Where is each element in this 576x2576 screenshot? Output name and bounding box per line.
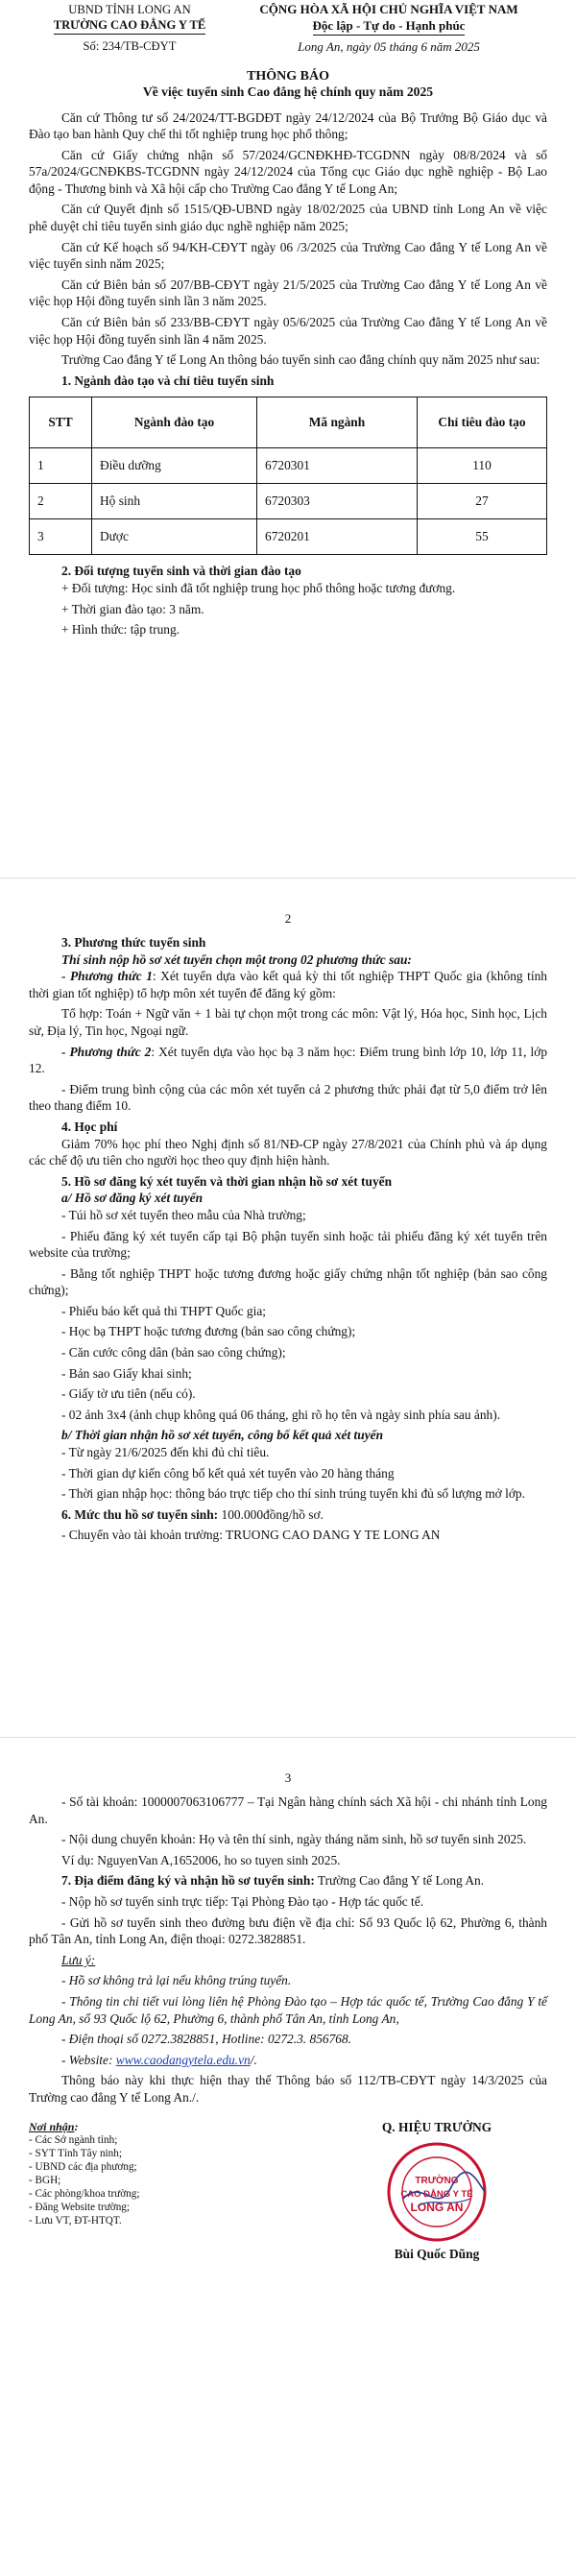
intro-text: Trường Cao đẳng Y tế Long An thông báo tuyển sinh cao đẳng chính quy năm 2025 như sau: bbox=[61, 352, 540, 368]
note-item: - Thông tin chi tiết vui lòng liên hệ Phòng Đào tạo – Hợp tác quốc tế, Trường Cao đẳng Y tế Long An, số 93 Quốc lộ 62, Phường 6, thành phố Tân An, tỉnh Long An, bbox=[29, 1993, 547, 2026]
issuer-name: TRƯỜNG CAO ĐẲNG Y TẾ bbox=[54, 17, 206, 35]
col-quota: Chỉ tiêu đào tạo bbox=[418, 397, 547, 448]
page-number: 2 bbox=[284, 911, 292, 926]
dossier-item: - Học bạ THPT hoặc tương đương (bản sao công chứng); bbox=[61, 1324, 356, 1339]
national-motto: Độc lập - Tự do - Hạnh phúc bbox=[313, 18, 466, 36]
basis-2: Căn cứ Giấy chứng nhận số 57/2024/GCNĐKHĐ-TCGDNN ngày 08/8/2024 và số 57a/2024/GCNĐKBS-TCGDNN ngày 24/12/2024 của Tổng cục Giáo dục nghề nghiệp - Bộ Lao động - Thương binh và Xã hội cấp cho Trường Cao đẳng Y tế Long An; bbox=[29, 147, 547, 196]
website-tail: /. bbox=[250, 2052, 257, 2067]
note-item: - Điện thoại số 0272.3828851, Hotline: 0272.3. 856768. bbox=[61, 2032, 352, 2047]
website-line bbox=[29, 2052, 547, 2069]
basis-3: Căn cứ Quyết định số 1515/QĐ-UBND ngày 18/02/2025 của UBND tỉnh Long An về việc phê duyệt chỉ tiêu tuyển sinh giáo dục nghề nghiệp năm 2025; bbox=[29, 202, 547, 234]
timeline-item: - Từ ngày 21/6/2025 đến khi đủ chỉ tiêu. bbox=[61, 1445, 270, 1460]
national-block bbox=[230, 2, 547, 56]
section-5-heading: 5. Hồ sơ đăng ký xét tuyển và thời gian nhận hồ sơ xét tuyển bbox=[61, 1173, 393, 1189]
method-2 bbox=[29, 1044, 547, 1077]
cell-stt: 3 bbox=[30, 519, 92, 555]
recipient-item: - Các phòng/khoa trường; bbox=[29, 2187, 140, 2200]
method-2-label: - Phương thức 2 bbox=[61, 1044, 152, 1059]
issuer-block bbox=[29, 2, 230, 56]
col-stt: STT bbox=[30, 397, 92, 448]
stamp-text-bot: LONG AN bbox=[410, 2200, 464, 2214]
timeline-item: - Thời gian dự kiến công bố kết quả xét tuyển vào 20 hàng tháng bbox=[61, 1465, 395, 1481]
signer-name: Bùi Quốc Dũng bbox=[394, 2246, 480, 2261]
cell-code: 6720301 bbox=[257, 448, 418, 484]
recipient-item: - Đăng Website trường; bbox=[29, 2201, 131, 2213]
submit-post: - Gửi hồ sơ tuyển sinh theo đường bưu điện về địa chỉ: Số 93 Quốc lộ 62, Phường 6, thành phố Tân An, tỉnh Long An, điện thoại: 0272.3828851. bbox=[29, 1914, 547, 1947]
signer-block bbox=[326, 2120, 547, 2262]
dossier-item: - 02 ảnh 3x4 (ảnh chụp không quá 06 tháng, ghi rõ họ tên và ngày sinh phía sau ảnh). bbox=[61, 1407, 501, 1422]
signature-area bbox=[29, 2120, 547, 2262]
cell-program: Dược bbox=[92, 519, 257, 555]
dossier-item: - Phiếu đăng ký xét tuyển cấp tại Bộ phận tuyển sinh hoặc tải phiếu đăng ký xét tuyển trên website của trường; bbox=[29, 1228, 547, 1261]
transfer-content: - Nội dung chuyển khoản: Họ và tên thí sinh, ngày tháng năm sinh, hồ sơ tuyển sinh 2025. bbox=[61, 1832, 527, 1847]
recipient-item: - Các Sở ngành tỉnh; bbox=[29, 2133, 118, 2146]
website-label: - Website: bbox=[61, 2052, 116, 2067]
fee-label: 6. Mức thu hồ sơ tuyển sinh: bbox=[61, 1506, 219, 1522]
section-3-heading: 3. Phương thức tuyển sinh bbox=[61, 935, 206, 950]
stamp-text-mid: CAO ĐẲNG Y TẾ bbox=[400, 2188, 473, 2200]
table-row bbox=[30, 448, 547, 484]
nation-title: CỘNG HÒA XÃ HỘI CHỦ NGHĨA VIỆT NAM bbox=[259, 2, 518, 16]
section-2-heading: 2. Đối tượng tuyển sinh và thời gian đào tạo bbox=[61, 564, 301, 579]
section-7-heading bbox=[29, 1872, 547, 1890]
recipient-item: - UBND các địa phương; bbox=[29, 2160, 137, 2173]
issuer-parent: UBND TỈNH LONG AN bbox=[68, 3, 191, 16]
section-3-lead: Thí sinh nộp hồ sơ xét tuyển chọn một trong 02 phương thức sau: bbox=[61, 951, 412, 967]
page-2 bbox=[0, 879, 576, 1738]
submit-direct: - Nộp hồ sơ tuyển sinh trực tiếp: Tại Phòng Đào tạo - Hợp tác quốc tế. bbox=[61, 1893, 424, 1909]
training-form: + Hình thức: tập trung. bbox=[61, 622, 180, 638]
section-6-heading bbox=[29, 1506, 547, 1524]
method-1-combo: Tổ hợp: Toán + Ngữ văn + 1 bài tự chọn một trong các môn: Vật lý, Hóa học, Sinh học, Lịch sử, Địa lý, Tin học, Ngoại ngữ. bbox=[29, 1006, 547, 1038]
recipient-item: - SYT Tỉnh Tây ninh; bbox=[29, 2147, 122, 2159]
method-1-label: - Phương thức 1 bbox=[61, 969, 153, 984]
section-1-heading: 1. Ngành đào tạo và chỉ tiêu tuyển sinh bbox=[61, 373, 275, 388]
transfer-account-name: - Chuyển vào tài khoản trường: TRUONG CAO DANG Y TE LONG AN bbox=[61, 1528, 441, 1543]
col-program: Ngành đào tạo bbox=[92, 397, 257, 448]
table-header-row bbox=[30, 397, 547, 448]
document-header bbox=[29, 2, 547, 56]
doc-number: Số: 234/TB-CĐYT bbox=[83, 39, 177, 53]
programs-table bbox=[29, 397, 547, 555]
timeline-item: - Thời gian nhập học: thông báo trực tiếp cho thí sinh trúng tuyển khi đủ số lượng mở lớp. bbox=[61, 1486, 525, 1502]
method-2-text: : Xét tuyển dựa vào học bạ 3 năm học: Điểm trung bình lớp 10, lớp 11, lớp 12. bbox=[29, 1044, 548, 1076]
dossier-item: - Túi hồ sơ xét tuyển theo mẫu của Nhà trường; bbox=[61, 1207, 306, 1222]
col-code: Mã ngành bbox=[257, 397, 418, 448]
fee-amount: 100.000đồng/hồ sơ. bbox=[218, 1506, 324, 1522]
page-1 bbox=[0, 0, 576, 879]
issue-date: Long An, ngày 05 tháng 6 năm 2025 bbox=[298, 39, 480, 54]
recipient-item: - BGH; bbox=[29, 2174, 61, 2186]
basis-5: Căn cứ Biên bản số 207/BB-CĐYT ngày 21/5/2025 của Trường Cao đẳng Y tế Long An về việc họp Hội đồng tuyển sinh lần 3 năm 2025. bbox=[29, 277, 547, 309]
official-stamp bbox=[384, 2139, 490, 2245]
dossier-item: - Bản sao Giấy khai sinh; bbox=[61, 1365, 192, 1381]
cell-quota: 27 bbox=[418, 484, 547, 519]
section-5b-heading: b/ Thời gian nhận hồ sơ xét tuyển, công bố kết quả xét tuyển bbox=[61, 1428, 384, 1443]
cell-code: 6720303 bbox=[257, 484, 418, 519]
tuition-text: Giảm 70% học phí theo Nghị định số 81/NĐ-CP ngày 27/8/2021 của Chính phủ và áp dụng các chế độ ưu tiên cho người học theo quy định hiện hành. bbox=[29, 1136, 547, 1168]
table-row bbox=[30, 519, 547, 555]
page-3 bbox=[0, 1738, 576, 2576]
doc-subtitle: Về việc tuyển sinh Cao đẳng hệ chính quy năm 2025 bbox=[142, 84, 434, 99]
location-label: 7. Địa điểm đăng ký và nhận hồ sơ tuyển sinh: bbox=[61, 1873, 315, 1889]
cell-stt: 1 bbox=[30, 448, 92, 484]
recipients-label: Nơi nhận: bbox=[29, 2119, 79, 2133]
stamp-seal-icon bbox=[384, 2139, 490, 2245]
method-1 bbox=[29, 968, 547, 1001]
dossier-item: - Căn cước công dân (bản sao công chứng); bbox=[61, 1345, 286, 1360]
basis-6: Căn cứ Biên bản số 233/BB-CĐYT ngày 05/6/2025 của Trường Cao đẳng Y tế Long An về việc họp Hội đồng tuyển sinh lần 4 năm 2025. bbox=[29, 315, 547, 347]
cell-program: Điều dưỡng bbox=[92, 448, 257, 484]
table-row bbox=[30, 484, 547, 519]
location-value: Trường Cao đẳng Y tế Long An. bbox=[314, 1873, 485, 1889]
note-label: Lưu ý: bbox=[61, 1952, 96, 1967]
website-link[interactable]: www.caodangytela.edu.vn bbox=[115, 2052, 251, 2067]
training-duration: + Thời gian đào tạo: 3 năm. bbox=[61, 601, 204, 616]
transfer-example: Ví dụ: NguyenVan A,1652006, ho so tuyen sinh 2025. bbox=[61, 1852, 341, 1867]
target-students: + Đối tượng: Học sinh đã tốt nghiệp trung học phổ thông hoặc tương đương. bbox=[61, 581, 456, 595]
dossier-item: - Bằng tốt nghiệp THPT hoặc tương đương hoặc giấy chứng nhận tốt nghiệp (bản sao công chứng); bbox=[29, 1265, 547, 1298]
recipient-item: - Lưu VT, ĐT-HTQT. bbox=[29, 2214, 122, 2227]
score-note: - Điểm trung bình cộng của các môn xét tuyển cả 2 phương thức phải đạt từ 5,0 điểm trở lên theo thang điểm 10. bbox=[29, 1081, 547, 1114]
basis-4: Căn cứ Kế hoạch số 94/KH-CĐYT ngày 06 /3/2025 của Trường Cao đẳng Y tế Long An về việc tuyển sinh năm 2025; bbox=[29, 239, 547, 272]
cell-program: Hộ sinh bbox=[92, 484, 257, 519]
doc-title: THÔNG BÁO bbox=[247, 68, 329, 84]
dossier-item: - Giấy tờ ưu tiên (nếu có). bbox=[61, 1386, 196, 1402]
page-number: 3 bbox=[284, 1770, 292, 1785]
cell-code: 6720201 bbox=[257, 519, 418, 555]
cell-quota: 110 bbox=[418, 448, 547, 484]
stamp-text-top: TRƯỜNG bbox=[415, 2175, 459, 2186]
cell-stt: 2 bbox=[30, 484, 92, 519]
dossier-item: - Phiếu báo kết quả thi THPT Quốc gia; bbox=[61, 1303, 266, 1318]
section-5a-heading: a/ Hồ sơ đăng ký xét tuyển bbox=[61, 1191, 204, 1206]
signer-role: Q. HIỆU TRƯỞNG bbox=[381, 2119, 492, 2134]
bank-account: - Số tài khoản: 1000007063106777 – Tại Ngân hàng chính sách Xã hội - chi nhánh tỉnh Long An. bbox=[29, 1794, 547, 1826]
note-item: - Hồ sơ không trả lại nếu không trúng tuyển. bbox=[61, 1973, 292, 1988]
cell-quota: 55 bbox=[418, 519, 547, 555]
recipients-block bbox=[29, 2120, 221, 2262]
basis-1: Căn cứ Thông tư số 24/2024/TT-BGDĐT ngày 24/12/2024 của Bộ Trưởng Bộ Giáo dục và Đào tạo ban hành Quy chế thi tốt nghiệp trung học phổ thông; bbox=[29, 109, 547, 142]
method-1-text: : Xét tuyển dựa vào kết quả kỳ thi tốt nghiệp THPT Quốc gia (không tính thời gian tốt nghiệp) tổ hợp môn xét tuyển để đăng ký gồm: bbox=[29, 969, 547, 1000]
section-4-heading: 4. Học phí bbox=[61, 1119, 118, 1134]
closing-text: Thông báo này khi thực hiện thay thế Thông báo số 112/TB-CĐYT ngày 14/3/2025 của Trường cao đẳng Y tế Long An./. bbox=[29, 2073, 547, 2105]
